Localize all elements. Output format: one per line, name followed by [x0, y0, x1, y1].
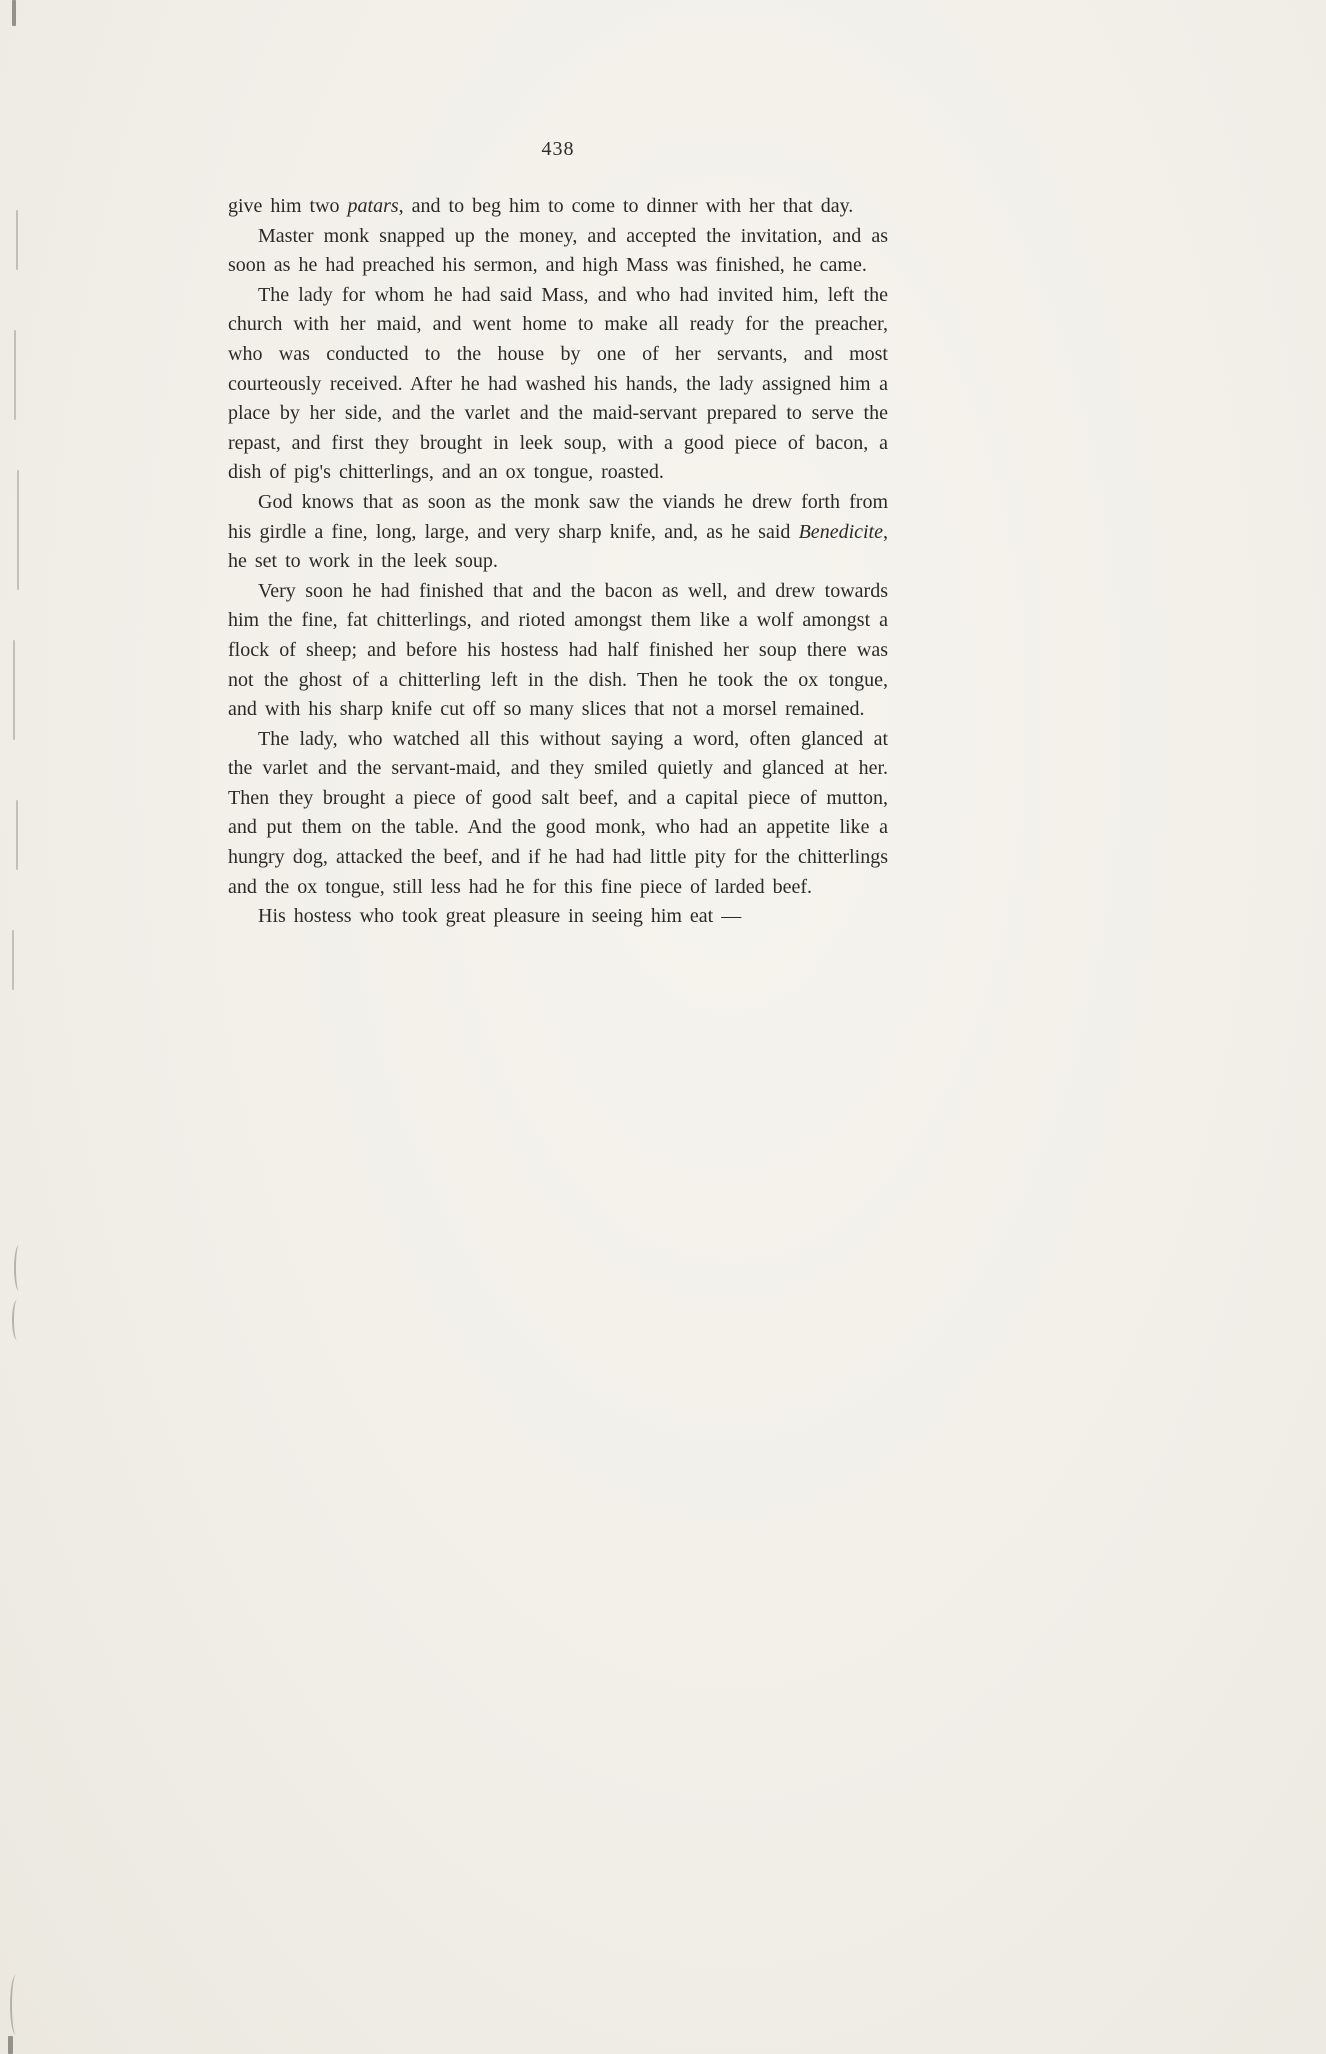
page-text	[228, 192, 888, 932]
scan-artifact	[14, 330, 16, 420]
paragraph	[228, 222, 888, 281]
text-run: The lady for whom he had said Mass, and who had invited him, left the church with her maid, and went home to make all ready for the preacher, who was conducted to the house by one of her servants, and most courteously received. After he had washed his hands, the lady assigned him a place by her side, and the varlet and the maid-servant prepared to serve the repast, and first they brought in leek soup, with a good piece of bacon, a dish of pig's chitterlings, and an ox tongue, roasted.	[228, 283, 888, 484]
text-run: Master monk snapped up the money, and accepted the invitation, and as soon as he had preached his sermon, and high Mass was finished, he came.	[228, 224, 888, 277]
scan-artifact	[12, 1300, 22, 1340]
text-run: , he set to work in the leek soup.	[228, 520, 888, 573]
text-run: The lady, who watched all this without saying a word, often glanced at the varlet and the servant-maid, and they smiled quietly and glanced at her. Then they brought a piece of good salt beef, and a capital piece of mutton, and put them on the table. And the good monk, who had an appetite like a hungry dog, attacked the beef, and if he had had little pity for the chitterlings and the ox tongue, still less had he for this fine piece of larded beef.	[228, 727, 888, 898]
text-run: Very soon he had finished that and the bacon as well, and drew towards him the fine, fat chitterlings, and rioted amongst them like a wolf amongst a flock of sheep; and before his hostess had half finished her soup there was not the ghost of a chitterling left in the dish. Then he took the ox tongue, and with his sharp knife cut off so many slices that not a morsel remained.	[228, 579, 888, 721]
scan-artifact	[17, 470, 19, 590]
page-number: 438	[541, 138, 575, 160]
italic-run: Benedicite	[798, 520, 883, 543]
scan-artifact	[16, 210, 18, 270]
paragraph	[228, 488, 888, 577]
text-run: give him two	[228, 195, 348, 217]
text-run: His hostess who took great pleasure in seeing him eat —	[258, 905, 742, 928]
text-run: , and to beg him to come to dinner with her that day.	[398, 195, 854, 217]
scan-artifact	[13, 640, 15, 740]
paragraph	[228, 281, 888, 488]
scan-artifact	[12, 0, 16, 26]
paragraph	[228, 902, 888, 932]
scan-artifact	[8, 2036, 13, 2054]
text-run: God knows that as soon as the monk saw the viands he drew forth from his girdle a fine, long, large, and very sharp knife, and, as he said	[228, 490, 888, 543]
paragraph	[228, 725, 888, 903]
paragraph	[228, 577, 888, 725]
scan-artifact	[12, 930, 14, 990]
scan-artifact	[10, 1975, 22, 2035]
paragraph	[228, 192, 888, 222]
scan-artifact	[14, 1245, 24, 1291]
italic-run: patars	[347, 195, 399, 217]
scan-artifact	[16, 800, 18, 870]
